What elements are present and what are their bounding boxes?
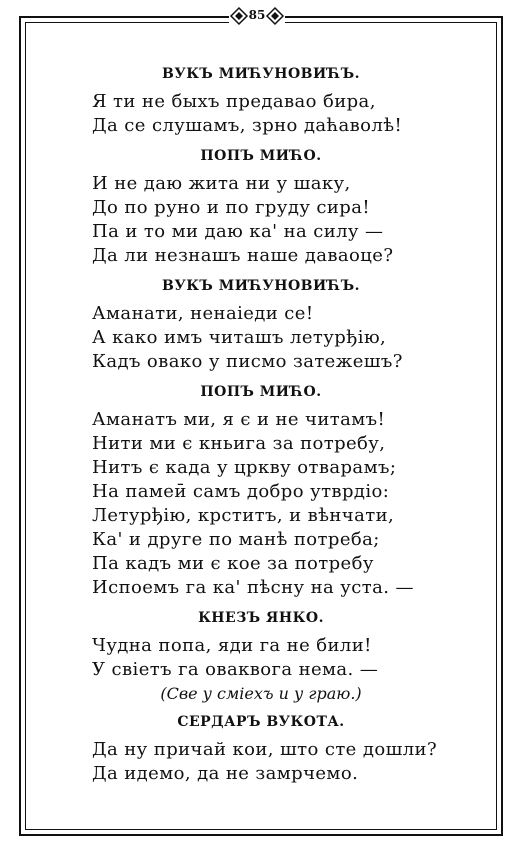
speaker-heading: СЕРДАРЪ ВУКОТА.	[177, 714, 345, 730]
verse-line: Аманатъ ми, я є и не читамъ!	[92, 409, 386, 430]
speaker-heading: ВУКЪ МИЋУНОВИЋЪ.	[162, 278, 360, 294]
speaker-heading: ПОПЪ МИЋО.	[200, 384, 322, 400]
verse-line: У свіетъ га оваквога нема. —	[92, 659, 379, 680]
verse-line: Нити ми є кньига за потребу,	[92, 433, 386, 454]
verse-line: Ка' и друге по манѣ потреба;	[92, 529, 380, 550]
verse-line: Я ти не быхъ предавао бира,	[92, 91, 376, 112]
verse-line: Чудна попа, яди га не били!	[92, 635, 372, 656]
speaker-heading: ВУКЪ МИЋУНОВИЋЪ.	[162, 66, 360, 82]
verse-line: Кадъ овако у писмо затежешъ?	[92, 351, 403, 372]
verse-line: Летурђію, крститъ, и вѣнчати,	[92, 505, 395, 526]
verse-line: На памеӣ самъ добро утврдіо:	[92, 481, 390, 502]
verse-line: Па и то ми даю ка' на силу —	[92, 221, 384, 242]
verse-line: Испоемъ га ка' пѣсну на уста. —	[92, 577, 414, 598]
verse-line: Па кадъ ми є кое за потребу	[92, 553, 374, 574]
verse-line: До по руно и по груду сира!	[92, 197, 370, 218]
verse-line: Да ли незнашъ наше даваоце?	[92, 245, 394, 266]
verse-line: А како имъ читашъ летурђію,	[92, 327, 387, 348]
verse-line: Да идемо, да не замрчемо.	[92, 763, 359, 784]
page-number: 85	[248, 8, 266, 22]
verse-line: Нитъ є када у цркву отварамъ;	[92, 457, 397, 478]
dialogue-content	[40, 64, 482, 786]
verse-line: И не даю жита ни у шаку,	[92, 173, 351, 194]
verse-line: Да ну причай кои, што сте дошли?	[92, 739, 437, 760]
verse-line: Да се слушамъ, зрно даћаволѣ!	[92, 115, 403, 136]
speaker-heading: КНЕЗЪ ЯНКО.	[198, 610, 324, 626]
verse-line: Аманати, ненаіеди се!	[92, 303, 314, 324]
speaker-heading: ПОПЪ МИЋО.	[200, 148, 322, 164]
stage-direction: (Све у сміехъ и у граю.)	[160, 684, 362, 703]
